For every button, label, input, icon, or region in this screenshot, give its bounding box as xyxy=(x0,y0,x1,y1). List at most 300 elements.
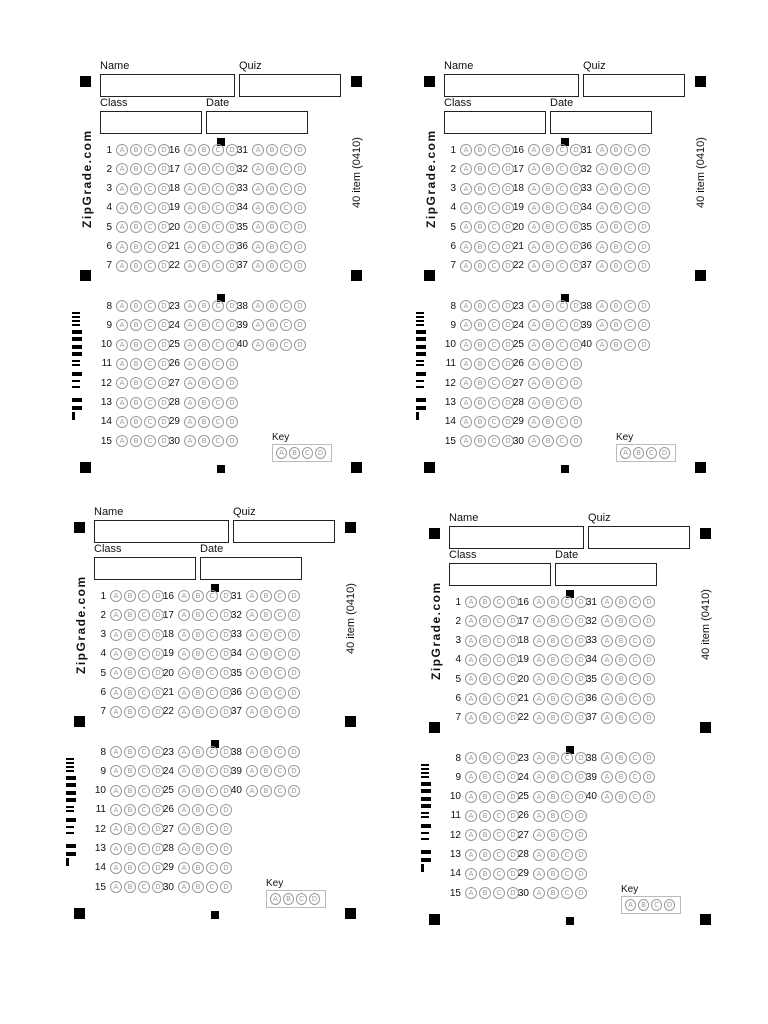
answer-bubble-a[interactable]: A xyxy=(252,241,264,253)
answer-bubble-c[interactable]: C xyxy=(144,358,156,370)
answer-bubble-c[interactable]: C xyxy=(280,241,292,253)
answer-bubble-d[interactable]: D xyxy=(220,667,232,679)
answer-bubble-b[interactable]: B xyxy=(474,163,486,175)
answer-bubble-d[interactable]: D xyxy=(638,241,650,253)
answer-bubble-a[interactable]: A xyxy=(465,654,477,666)
answer-bubble-b[interactable]: B xyxy=(474,300,486,312)
answer-bubble-c[interactable]: C xyxy=(493,829,505,841)
answer-bubble-a[interactable]: A xyxy=(252,163,264,175)
answer-bubble-d[interactable]: D xyxy=(575,693,587,705)
answer-bubble-d[interactable]: D xyxy=(502,435,514,447)
answer-bubble-c[interactable]: C xyxy=(138,804,150,816)
answer-bubble-a[interactable]: A xyxy=(252,144,264,156)
answer-bubble-b[interactable]: B xyxy=(130,300,142,312)
answer-bubble-d[interactable]: D xyxy=(158,202,170,214)
answer-bubble-c[interactable]: C xyxy=(556,358,568,370)
answer-bubble-c[interactable]: C xyxy=(138,843,150,855)
answer-bubble-b[interactable]: B xyxy=(615,654,627,666)
answer-bubble-d[interactable]: D xyxy=(643,673,655,685)
answer-bubble-c[interactable]: C xyxy=(488,397,500,409)
answer-bubble-d[interactable]: D xyxy=(643,712,655,724)
answer-bubble-b[interactable]: B xyxy=(542,260,554,272)
answer-bubble-b[interactable]: B xyxy=(260,629,272,641)
answer-bubble-d[interactable]: D xyxy=(643,596,655,608)
answer-bubble-a[interactable]: A xyxy=(110,667,122,679)
answer-bubble-b[interactable]: B xyxy=(610,221,622,233)
answer-bubble-a[interactable]: A xyxy=(533,654,545,666)
answer-bubble-a[interactable]: A xyxy=(252,202,264,214)
answer-bubble-a[interactable]: A xyxy=(178,667,190,679)
answer-bubble-a[interactable]: A xyxy=(533,635,545,647)
answer-bubble-c[interactable]: C xyxy=(138,590,150,602)
answer-bubble-c[interactable]: C xyxy=(206,609,218,621)
answer-bubble-d[interactable]: D xyxy=(288,746,300,758)
answer-bubble-d[interactable]: D xyxy=(575,849,587,861)
answer-bubble-d[interactable]: D xyxy=(288,765,300,777)
answer-bubble-c[interactable]: C xyxy=(206,706,218,718)
answer-bubble-a[interactable]: A xyxy=(460,300,472,312)
answer-bubble-d[interactable]: D xyxy=(502,358,514,370)
key-bubble-c[interactable]: C xyxy=(651,899,662,911)
answer-bubble-d[interactable]: D xyxy=(152,667,164,679)
answer-bubble-d[interactable]: D xyxy=(294,339,306,351)
answer-bubble-c[interactable]: C xyxy=(624,221,636,233)
answer-bubble-d[interactable]: D xyxy=(152,706,164,718)
answer-bubble-c[interactable]: C xyxy=(556,144,568,156)
answer-bubble-b[interactable]: B xyxy=(130,241,142,253)
answer-bubble-d[interactable]: D xyxy=(507,635,519,647)
answer-bubble-b[interactable]: B xyxy=(547,752,559,764)
answer-bubble-c[interactable]: C xyxy=(488,163,500,175)
answer-bubble-c[interactable]: C xyxy=(206,843,218,855)
answer-bubble-b[interactable]: B xyxy=(479,752,491,764)
answer-bubble-d[interactable]: D xyxy=(507,752,519,764)
answer-bubble-a[interactable]: A xyxy=(460,435,472,447)
answer-bubble-b[interactable]: B xyxy=(610,202,622,214)
answer-bubble-c[interactable]: C xyxy=(206,765,218,777)
answer-bubble-b[interactable]: B xyxy=(479,596,491,608)
date-field[interactable] xyxy=(550,111,652,134)
answer-bubble-b[interactable]: B xyxy=(124,746,136,758)
answer-bubble-c[interactable]: C xyxy=(561,887,573,899)
answer-bubble-a[interactable]: A xyxy=(601,615,613,627)
answer-bubble-b[interactable]: B xyxy=(615,771,627,783)
answer-bubble-b[interactable]: B xyxy=(260,648,272,660)
answer-bubble-d[interactable]: D xyxy=(507,887,519,899)
answer-bubble-c[interactable]: C xyxy=(624,300,636,312)
answer-bubble-d[interactable]: D xyxy=(570,319,582,331)
answer-bubble-c[interactable]: C xyxy=(493,752,505,764)
answer-bubble-d[interactable]: D xyxy=(502,221,514,233)
answer-bubble-c[interactable]: C xyxy=(212,260,224,272)
answer-bubble-a[interactable]: A xyxy=(460,260,472,272)
answer-bubble-c[interactable]: C xyxy=(561,810,573,822)
answer-bubble-d[interactable]: D xyxy=(638,300,650,312)
answer-bubble-a[interactable]: A xyxy=(184,260,196,272)
answer-bubble-b[interactable]: B xyxy=(266,183,278,195)
answer-bubble-b[interactable]: B xyxy=(547,712,559,724)
answer-bubble-a[interactable]: A xyxy=(533,791,545,803)
answer-bubble-c[interactable]: C xyxy=(629,596,641,608)
answer-bubble-b[interactable]: B xyxy=(124,667,136,679)
answer-bubble-c[interactable]: C xyxy=(629,791,641,803)
answer-bubble-b[interactable]: B xyxy=(542,358,554,370)
answer-bubble-a[interactable]: A xyxy=(184,319,196,331)
answer-bubble-a[interactable]: A xyxy=(533,829,545,841)
answer-bubble-a[interactable]: A xyxy=(246,629,258,641)
answer-bubble-c[interactable]: C xyxy=(629,673,641,685)
answer-bubble-a[interactable]: A xyxy=(596,221,608,233)
answer-bubble-d[interactable]: D xyxy=(226,241,238,253)
answer-bubble-a[interactable]: A xyxy=(178,687,190,699)
answer-bubble-a[interactable]: A xyxy=(465,849,477,861)
answer-bubble-b[interactable]: B xyxy=(266,339,278,351)
answer-bubble-b[interactable]: B xyxy=(615,791,627,803)
answer-bubble-a[interactable]: A xyxy=(601,635,613,647)
answer-bubble-a[interactable]: A xyxy=(116,260,128,272)
answer-bubble-d[interactable]: D xyxy=(294,319,306,331)
answer-bubble-a[interactable]: A xyxy=(528,300,540,312)
answer-bubble-c[interactable]: C xyxy=(493,810,505,822)
answer-bubble-a[interactable]: A xyxy=(178,843,190,855)
answer-bubble-a[interactable]: A xyxy=(178,804,190,816)
answer-bubble-d[interactable]: D xyxy=(158,221,170,233)
answer-bubble-b[interactable]: B xyxy=(192,862,204,874)
answer-bubble-d[interactable]: D xyxy=(220,785,232,797)
answer-bubble-a[interactable]: A xyxy=(596,300,608,312)
answer-bubble-b[interactable]: B xyxy=(479,829,491,841)
answer-bubble-d[interactable]: D xyxy=(643,615,655,627)
answer-bubble-c[interactable]: C xyxy=(144,339,156,351)
answer-bubble-c[interactable]: C xyxy=(488,416,500,428)
answer-bubble-b[interactable]: B xyxy=(542,319,554,331)
answer-bubble-a[interactable]: A xyxy=(252,300,264,312)
answer-bubble-b[interactable]: B xyxy=(615,752,627,764)
answer-bubble-c[interactable]: C xyxy=(206,785,218,797)
answer-bubble-d[interactable]: D xyxy=(158,397,170,409)
answer-bubble-b[interactable]: B xyxy=(474,260,486,272)
answer-bubble-b[interactable]: B xyxy=(547,829,559,841)
answer-bubble-c[interactable]: C xyxy=(488,260,500,272)
answer-bubble-c[interactable]: C xyxy=(138,785,150,797)
answer-bubble-d[interactable]: D xyxy=(226,260,238,272)
answer-bubble-d[interactable]: D xyxy=(220,746,232,758)
answer-bubble-c[interactable]: C xyxy=(561,673,573,685)
answer-bubble-a[interactable]: A xyxy=(601,771,613,783)
answer-bubble-b[interactable]: B xyxy=(547,791,559,803)
answer-bubble-b[interactable]: B xyxy=(547,615,559,627)
answer-bubble-b[interactable]: B xyxy=(547,868,559,880)
answer-bubble-b[interactable]: B xyxy=(615,596,627,608)
answer-bubble-a[interactable]: A xyxy=(460,202,472,214)
answer-bubble-a[interactable]: A xyxy=(601,673,613,685)
answer-bubble-a[interactable]: A xyxy=(528,260,540,272)
answer-bubble-b[interactable]: B xyxy=(610,300,622,312)
answer-bubble-c[interactable]: C xyxy=(624,202,636,214)
answer-bubble-c[interactable]: C xyxy=(488,202,500,214)
answer-bubble-c[interactable]: C xyxy=(493,712,505,724)
answer-bubble-d[interactable]: D xyxy=(570,339,582,351)
answer-bubble-a[interactable]: A xyxy=(596,183,608,195)
answer-bubble-a[interactable]: A xyxy=(116,416,128,428)
name-field[interactable] xyxy=(94,520,229,543)
answer-bubble-a[interactable]: A xyxy=(110,687,122,699)
answer-bubble-b[interactable]: B xyxy=(130,319,142,331)
answer-bubble-b[interactable]: B xyxy=(266,260,278,272)
answer-bubble-a[interactable]: A xyxy=(528,319,540,331)
answer-bubble-c[interactable]: C xyxy=(488,241,500,253)
answer-bubble-c[interactable]: C xyxy=(556,339,568,351)
answer-bubble-d[interactable]: D xyxy=(158,358,170,370)
answer-bubble-d[interactable]: D xyxy=(152,823,164,835)
answer-bubble-a[interactable]: A xyxy=(178,648,190,660)
answer-bubble-c[interactable]: C xyxy=(493,849,505,861)
answer-bubble-a[interactable]: A xyxy=(528,397,540,409)
answer-bubble-a[interactable]: A xyxy=(460,358,472,370)
answer-bubble-c[interactable]: C xyxy=(561,771,573,783)
answer-bubble-c[interactable]: C xyxy=(144,163,156,175)
answer-bubble-a[interactable]: A xyxy=(460,339,472,351)
answer-bubble-a[interactable]: A xyxy=(184,144,196,156)
answer-bubble-c[interactable]: C xyxy=(212,241,224,253)
answer-bubble-c[interactable]: C xyxy=(488,300,500,312)
key-bubble-c[interactable]: C xyxy=(646,447,657,459)
answer-bubble-d[interactable]: D xyxy=(158,377,170,389)
answer-bubble-d[interactable]: D xyxy=(158,300,170,312)
answer-bubble-b[interactable]: B xyxy=(192,667,204,679)
answer-bubble-b[interactable]: B xyxy=(479,771,491,783)
answer-bubble-a[interactable]: A xyxy=(528,416,540,428)
answer-bubble-d[interactable]: D xyxy=(575,712,587,724)
answer-bubble-a[interactable]: A xyxy=(110,706,122,718)
answer-bubble-d[interactable]: D xyxy=(502,144,514,156)
answer-bubble-a[interactable]: A xyxy=(528,241,540,253)
answer-bubble-c[interactable]: C xyxy=(212,397,224,409)
answer-bubble-d[interactable]: D xyxy=(502,416,514,428)
answer-bubble-b[interactable]: B xyxy=(192,687,204,699)
answer-bubble-d[interactable]: D xyxy=(502,300,514,312)
answer-bubble-b[interactable]: B xyxy=(542,435,554,447)
answer-bubble-b[interactable]: B xyxy=(542,377,554,389)
answer-bubble-b[interactable]: B xyxy=(610,319,622,331)
answer-bubble-b[interactable]: B xyxy=(479,868,491,880)
answer-bubble-d[interactable]: D xyxy=(226,377,238,389)
answer-bubble-c[interactable]: C xyxy=(561,829,573,841)
answer-bubble-b[interactable]: B xyxy=(542,339,554,351)
answer-bubble-a[interactable]: A xyxy=(246,785,258,797)
answer-bubble-d[interactable]: D xyxy=(638,163,650,175)
answer-bubble-b[interactable]: B xyxy=(542,163,554,175)
answer-bubble-c[interactable]: C xyxy=(493,693,505,705)
answer-bubble-d[interactable]: D xyxy=(570,377,582,389)
answer-bubble-a[interactable]: A xyxy=(460,221,472,233)
answer-bubble-b[interactable]: B xyxy=(124,590,136,602)
answer-bubble-d[interactable]: D xyxy=(575,887,587,899)
answer-bubble-a[interactable]: A xyxy=(184,377,196,389)
answer-bubble-c[interactable]: C xyxy=(206,862,218,874)
answer-bubble-d[interactable]: D xyxy=(152,590,164,602)
answer-bubble-c[interactable]: C xyxy=(144,416,156,428)
answer-bubble-b[interactable]: B xyxy=(266,202,278,214)
name-field[interactable] xyxy=(444,74,579,97)
answer-bubble-c[interactable]: C xyxy=(280,163,292,175)
answer-bubble-b[interactable]: B xyxy=(474,241,486,253)
answer-bubble-a[interactable]: A xyxy=(460,377,472,389)
answer-bubble-c[interactable]: C xyxy=(206,823,218,835)
answer-bubble-b[interactable]: B xyxy=(610,163,622,175)
answer-bubble-d[interactable]: D xyxy=(502,241,514,253)
answer-bubble-b[interactable]: B xyxy=(192,843,204,855)
answer-bubble-b[interactable]: B xyxy=(479,673,491,685)
answer-bubble-d[interactable]: D xyxy=(220,648,232,660)
answer-bubble-c[interactable]: C xyxy=(488,183,500,195)
answer-bubble-c[interactable]: C xyxy=(138,609,150,621)
answer-bubble-b[interactable]: B xyxy=(610,241,622,253)
answer-bubble-c[interactable]: C xyxy=(629,712,641,724)
answer-bubble-b[interactable]: B xyxy=(130,377,142,389)
answer-bubble-b[interactable]: B xyxy=(192,746,204,758)
answer-bubble-a[interactable]: A xyxy=(460,319,472,331)
answer-bubble-b[interactable]: B xyxy=(547,654,559,666)
answer-bubble-a[interactable]: A xyxy=(533,771,545,783)
answer-bubble-c[interactable]: C xyxy=(488,339,500,351)
answer-bubble-d[interactable]: D xyxy=(226,358,238,370)
answer-bubble-d[interactable]: D xyxy=(570,221,582,233)
answer-bubble-d[interactable]: D xyxy=(152,629,164,641)
answer-bubble-a[interactable]: A xyxy=(596,339,608,351)
answer-bubble-b[interactable]: B xyxy=(479,693,491,705)
answer-bubble-d[interactable]: D xyxy=(226,202,238,214)
answer-bubble-c[interactable]: C xyxy=(493,868,505,880)
answer-bubble-b[interactable]: B xyxy=(542,183,554,195)
answer-bubble-d[interactable]: D xyxy=(507,693,519,705)
answer-bubble-d[interactable]: D xyxy=(288,785,300,797)
answer-bubble-b[interactable]: B xyxy=(124,804,136,816)
class-field[interactable] xyxy=(100,111,202,134)
answer-bubble-d[interactable]: D xyxy=(570,435,582,447)
key-bubble-b[interactable]: B xyxy=(638,899,649,911)
answer-bubble-b[interactable]: B xyxy=(192,804,204,816)
answer-bubble-a[interactable]: A xyxy=(601,596,613,608)
answer-bubble-b[interactable]: B xyxy=(124,881,136,893)
date-field[interactable] xyxy=(206,111,308,134)
answer-bubble-a[interactable]: A xyxy=(246,765,258,777)
answer-bubble-d[interactable]: D xyxy=(294,221,306,233)
answer-bubble-d[interactable]: D xyxy=(643,654,655,666)
answer-bubble-c[interactable]: C xyxy=(212,435,224,447)
answer-bubble-c[interactable]: C xyxy=(206,648,218,660)
answer-bubble-c[interactable]: C xyxy=(280,260,292,272)
answer-bubble-d[interactable]: D xyxy=(570,260,582,272)
answer-bubble-b[interactable]: B xyxy=(547,673,559,685)
answer-bubble-d[interactable]: D xyxy=(158,183,170,195)
answer-bubble-a[interactable]: A xyxy=(246,706,258,718)
answer-bubble-b[interactable]: B xyxy=(198,300,210,312)
answer-bubble-b[interactable]: B xyxy=(198,241,210,253)
answer-bubble-c[interactable]: C xyxy=(206,804,218,816)
answer-bubble-b[interactable]: B xyxy=(542,241,554,253)
answer-bubble-a[interactable]: A xyxy=(596,260,608,272)
answer-bubble-a[interactable]: A xyxy=(116,163,128,175)
answer-bubble-a[interactable]: A xyxy=(465,712,477,724)
key-bubble-d[interactable]: D xyxy=(659,447,670,459)
answer-bubble-c[interactable]: C xyxy=(280,319,292,331)
answer-bubble-d[interactable]: D xyxy=(575,615,587,627)
answer-bubble-d[interactable]: D xyxy=(158,163,170,175)
answer-bubble-b[interactable]: B xyxy=(260,687,272,699)
answer-bubble-d[interactable]: D xyxy=(294,260,306,272)
answer-bubble-a[interactable]: A xyxy=(246,687,258,699)
answer-bubble-d[interactable]: D xyxy=(570,416,582,428)
answer-bubble-a[interactable]: A xyxy=(246,590,258,602)
answer-bubble-b[interactable]: B xyxy=(547,810,559,822)
answer-bubble-b[interactable]: B xyxy=(479,849,491,861)
answer-bubble-d[interactable]: D xyxy=(507,654,519,666)
class-field[interactable] xyxy=(94,557,196,580)
answer-bubble-d[interactable]: D xyxy=(152,862,164,874)
answer-bubble-b[interactable]: B xyxy=(192,823,204,835)
answer-bubble-d[interactable]: D xyxy=(502,183,514,195)
answer-bubble-a[interactable]: A xyxy=(528,183,540,195)
answer-bubble-c[interactable]: C xyxy=(144,377,156,389)
answer-bubble-b[interactable]: B xyxy=(542,221,554,233)
answer-bubble-b[interactable]: B xyxy=(192,629,204,641)
answer-bubble-a[interactable]: A xyxy=(460,144,472,156)
answer-bubble-d[interactable]: D xyxy=(226,319,238,331)
answer-bubble-a[interactable]: A xyxy=(116,358,128,370)
answer-bubble-a[interactable]: A xyxy=(465,752,477,764)
answer-bubble-c[interactable]: C xyxy=(280,183,292,195)
answer-bubble-a[interactable]: A xyxy=(184,221,196,233)
key-bubble-a[interactable]: A xyxy=(270,893,281,905)
answer-bubble-d[interactable]: D xyxy=(226,144,238,156)
answer-bubble-c[interactable]: C xyxy=(144,144,156,156)
answer-bubble-d[interactable]: D xyxy=(575,654,587,666)
answer-bubble-b[interactable]: B xyxy=(479,615,491,627)
answer-bubble-c[interactable]: C xyxy=(144,397,156,409)
answer-bubble-a[interactable]: A xyxy=(110,609,122,621)
answer-bubble-b[interactable]: B xyxy=(192,765,204,777)
answer-bubble-c[interactable]: C xyxy=(561,615,573,627)
answer-bubble-d[interactable]: D xyxy=(575,868,587,880)
answer-bubble-d[interactable]: D xyxy=(220,609,232,621)
answer-bubble-c[interactable]: C xyxy=(624,163,636,175)
quiz-field[interactable] xyxy=(588,526,690,549)
answer-bubble-d[interactable]: D xyxy=(226,221,238,233)
answer-bubble-d[interactable]: D xyxy=(226,300,238,312)
answer-bubble-c[interactable]: C xyxy=(556,435,568,447)
answer-bubble-b[interactable]: B xyxy=(547,887,559,899)
answer-bubble-d[interactable]: D xyxy=(294,144,306,156)
answer-bubble-a[interactable]: A xyxy=(465,810,477,822)
answer-bubble-c[interactable]: C xyxy=(144,260,156,272)
answer-bubble-a[interactable]: A xyxy=(460,163,472,175)
answer-bubble-d[interactable]: D xyxy=(502,260,514,272)
answer-bubble-c[interactable]: C xyxy=(624,319,636,331)
answer-bubble-c[interactable]: C xyxy=(212,202,224,214)
answer-bubble-d[interactable]: D xyxy=(575,596,587,608)
answer-bubble-a[interactable]: A xyxy=(184,416,196,428)
answer-bubble-a[interactable]: A xyxy=(252,319,264,331)
answer-bubble-d[interactable]: D xyxy=(570,183,582,195)
answer-bubble-b[interactable]: B xyxy=(130,397,142,409)
answer-bubble-c[interactable]: C xyxy=(493,791,505,803)
answer-bubble-a[interactable]: A xyxy=(184,397,196,409)
answer-bubble-a[interactable]: A xyxy=(528,435,540,447)
answer-bubble-b[interactable]: B xyxy=(610,183,622,195)
answer-bubble-c[interactable]: C xyxy=(561,849,573,861)
answer-bubble-d[interactable]: D xyxy=(152,843,164,855)
